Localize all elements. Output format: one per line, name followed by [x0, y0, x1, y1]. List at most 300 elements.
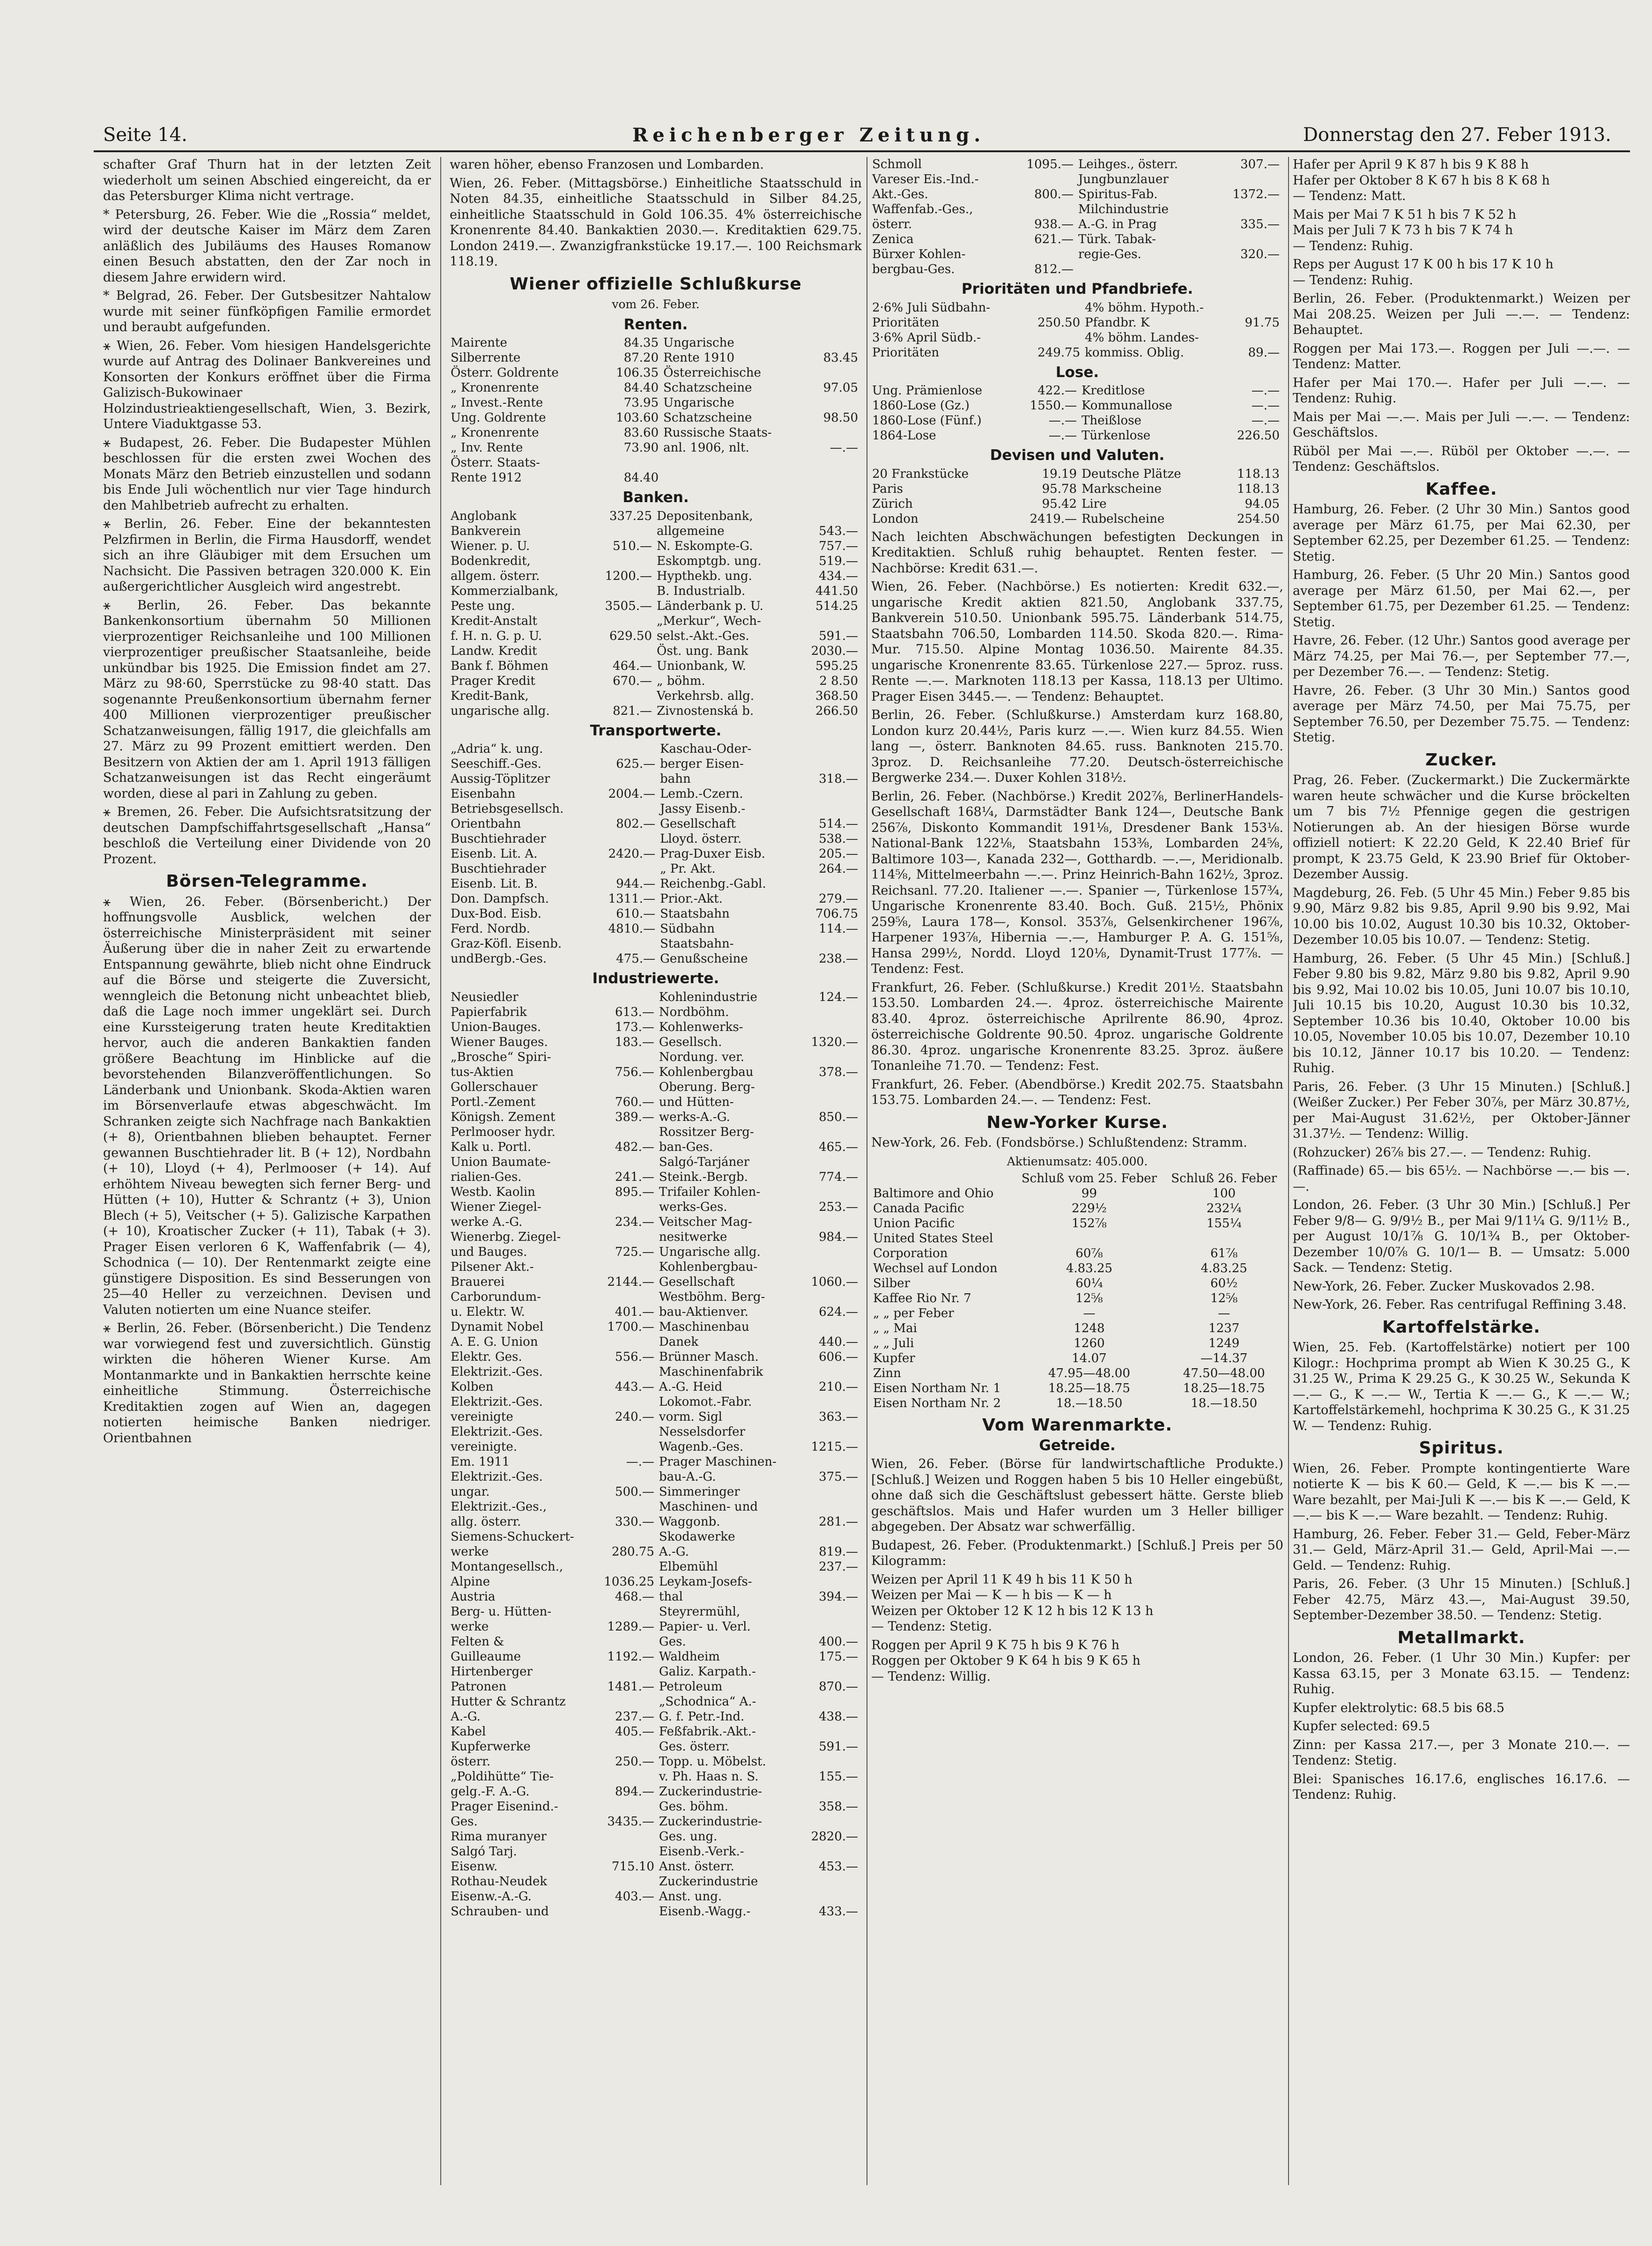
price-value	[1014, 1231, 1164, 1246]
article-paragraph: New-York, 26. Feber. Ras centrifugal Reffining 3.48.	[1293, 1297, 1627, 1312]
price-value: 250.50	[1037, 315, 1081, 330]
table-row	[450, 350, 862, 365]
price-value: 800.—	[1034, 187, 1074, 201]
section-heading: Prioritäten und Pfandbriefe.	[961, 281, 1193, 297]
security-name: Oberung. Berg-	[659, 1080, 755, 1094]
section-heading: Vom Warenmarkte.	[982, 1416, 1172, 1435]
security-name: Silberrente	[451, 351, 521, 365]
table-row	[450, 1724, 862, 1739]
security-name: Eisenb.-Wagg.-	[659, 1904, 751, 1919]
price-value	[790, 1215, 862, 1230]
security-name: Rima muranyer	[451, 1829, 547, 1844]
price-value	[582, 524, 656, 539]
article-paragraph: Havre, 26. Feber. (3 Uhr 30 Min.) Santos good average per März 74.50, per Mai 75.75, per September 76.50, per Dezember 75.75. — Tendenz: Stetig.	[1293, 683, 1630, 745]
security-name: 1860-Lose (Fünf.)	[872, 414, 982, 428]
table-row	[871, 187, 1283, 202]
table-row	[450, 1050, 862, 1065]
security-name: Alpine	[451, 1574, 490, 1589]
security-name: Markscheine	[1082, 482, 1162, 496]
article-paragraph: Wien, 26. Feber. (Börse für landwirtschaftliche Produkte.) [Schluß.] Weizen und Roggen haben 5 bis 10 Heller eingebüßt, ohne daß sich die Geschäftslust gebessert hätte. Gerste blieb geschäftslos. Mais und Hafer wurden um 3 Heller billiger abgegeben. Der Absatz war schwerfällig.	[871, 1457, 1283, 1534]
security-name: Rente 1910	[663, 351, 735, 365]
price-value: 47.95—48.00	[1048, 1366, 1130, 1380]
security-name: „ Kronenrente	[451, 381, 539, 395]
table-row	[871, 1276, 1283, 1291]
price-value: 394.—	[819, 1589, 858, 1604]
price-value: 19.19	[1042, 467, 1077, 481]
security-name: Türkenlose	[1082, 429, 1151, 443]
price-value	[788, 614, 862, 629]
price-value: 1248	[1074, 1321, 1105, 1335]
price-value	[582, 936, 659, 951]
table-row	[450, 1200, 862, 1215]
security-name: Wiener Bauges.	[451, 1035, 548, 1049]
price-value	[790, 1814, 862, 1829]
security-name: Schrauben- und	[451, 1904, 549, 1919]
table-row	[450, 1799, 862, 1814]
table-row	[450, 1005, 862, 1020]
table-row	[450, 1559, 862, 1574]
table-row	[450, 831, 862, 846]
table-row	[450, 440, 862, 455]
security-name: bau-Aktienver.	[659, 1305, 748, 1319]
security-name: Anst. ung.	[659, 1889, 722, 1904]
security-name: „ böhm.	[657, 674, 705, 688]
security-name: Waldheim	[659, 1649, 720, 1664]
security-name: Gesellschaft	[660, 817, 736, 831]
table-row	[450, 1424, 862, 1439]
security-name: Eskomptgb. ung.	[657, 554, 762, 568]
security-name: 1864-Lose	[872, 429, 936, 443]
security-name: Zuckerindustrie	[659, 1874, 758, 1889]
price-value	[791, 876, 862, 891]
security-name: Wienerbg. Ziegel-	[451, 1230, 561, 1244]
security-name: Öst. ung. Bank	[657, 644, 748, 658]
security-name: Eisen Northam Nr. 1	[873, 1381, 1001, 1395]
security-name: Unionbank, W.	[657, 659, 746, 673]
security-name: Zivnostenská b.	[657, 704, 754, 718]
article-paragraph: Rüböl per Mai —.—. Rüböl per Oktober —.—. — Tendenz: Geschäftslos.	[1293, 444, 1630, 474]
table-row	[450, 1754, 862, 1769]
security-name: A.-G.	[659, 1544, 689, 1559]
price-value	[582, 1769, 658, 1784]
security-name: Em. 1911	[451, 1454, 510, 1469]
security-name: vorm. Sigl	[659, 1409, 722, 1424]
security-name: Prior.-Akt.	[660, 892, 723, 906]
price-value	[582, 1739, 658, 1754]
security-name: bergbau-Ges.	[872, 262, 955, 276]
article-paragraph: Kupfer selected: 69.5	[1293, 1719, 1430, 1734]
price-value: 249.75	[1037, 345, 1081, 360]
price-value: 400.—	[819, 1634, 858, 1649]
price-value: 307.—	[1240, 157, 1280, 171]
table-row	[450, 599, 862, 614]
table-row	[450, 584, 862, 599]
table-row	[871, 1366, 1283, 1381]
security-name: Gollerschauer	[451, 1080, 538, 1094]
table-row	[450, 1529, 862, 1544]
price-value: 3435.—	[607, 1814, 654, 1829]
security-name: werke	[451, 1544, 489, 1559]
price-value	[790, 1080, 862, 1095]
price-value: 1215.—	[811, 1439, 858, 1454]
price-value: 894.—	[615, 1784, 654, 1799]
security-name: Ges.	[659, 1634, 686, 1649]
security-name: Prag-Duxer Eisb.	[660, 847, 765, 861]
security-name: 1860-Lose (Gz.)	[872, 399, 970, 413]
security-name: Russische Staats-	[663, 426, 772, 440]
security-name: und Bauges.	[451, 1245, 527, 1259]
article-paragraph: Berlin, 26. Feber. (Nachbörse.) Kredit 202⅞, BerlinerHandels-Gesellschaft 168¼, Darmstädter Bank 124—, Deutsche Bank 256⅞, Diskonto Kommandit 191⅛, Dresdener Bank 153⅛. National-Bank 122⅛, Staatsbahn 153⅜, Lombarden 24⅝, Baltimore 103—, Kanada 232—, Gotthardb. —.—, Meridionalb. 114⅝, Mittelmeerbahn —.—. Prinz Heinrich-Bahn 162½, 3proz. Reichsanl. 77.20. Italiener —.—. Spanier —, Türkenlose 157¾, Ungarische Kronenrente 83.40. Boch. Guß. 215½, Phönix 259⅝, Laura 178—, Konsol. 353⅞, Gelsenkirchener 196⅞, Harpener 193⅞, Hibernia —.—, Hamburger P. A. G. 151⅝, Hansa 299½, Nordd. Lloyd 120⅛, Dynamit-Trust 177⅞. — Tendenz: Fest.	[871, 789, 1283, 976]
section-heading: Lose.	[1055, 363, 1099, 381]
table-row	[871, 1351, 1283, 1366]
security-name: Hirtenberger	[451, 1664, 533, 1679]
table-row	[450, 921, 862, 936]
price-value	[790, 1394, 862, 1409]
price-value	[582, 1529, 658, 1544]
security-name: Topp. u. Möbelst.	[659, 1754, 766, 1769]
table-row	[871, 467, 1283, 482]
price-value: 60⅞	[1075, 1246, 1103, 1260]
table-row	[871, 345, 1283, 360]
price-value: 629.50	[609, 629, 652, 643]
security-name: Elektrizit.-Ges.	[451, 1394, 543, 1409]
security-name: Kolben	[451, 1379, 494, 1394]
table-row	[450, 1769, 862, 1784]
security-name: Rothau-Neudek	[451, 1874, 548, 1889]
price-value: —	[1218, 1306, 1230, 1320]
security-name: Prager Maschinen-	[659, 1454, 777, 1469]
security-name: Lire	[1082, 497, 1107, 511]
price-value: 155¼	[1206, 1216, 1242, 1230]
price-value	[790, 1499, 862, 1514]
table-row	[871, 330, 1283, 345]
price-value: 18.—18.50	[1191, 1396, 1258, 1410]
table-row	[450, 1454, 862, 1469]
article-paragraph: Weizen per April 11 K 49 h bis 11 K 50 h Weizen per Mai — K — h bis — K — h Weizen per Oktober 12 K 12 h bis 12 K 13 h — Tendenz: Stetig.	[871, 1572, 1154, 1634]
price-value: 60¼	[1075, 1276, 1103, 1290]
security-name: Papierfabrik	[451, 1005, 527, 1019]
page-header	[94, 119, 1630, 148]
security-name: Nordung. ver.	[659, 1050, 744, 1064]
security-name: A. E. G. Union	[451, 1334, 538, 1349]
article-paragraph: Wien, 25. Feb. (Kartoffelstärke) notiert per 100 Kilogr.: Hochprima prompt ab Wien K 30.25 G., K 31.25 W., Prima K 29.25 G., K 30.25 W., Sekunda K —.— G., K —.— W., Tertia K —.— G., K —.— W.; Kartoffelstärkemehl, hochprima K 30.25 G., K 31.25 W. — Tendenz: Ruhig.	[1293, 1340, 1630, 1433]
table-row	[450, 1844, 862, 1859]
price-value	[794, 365, 862, 380]
price-value: 821.—	[613, 704, 652, 718]
price-value: 500.—	[615, 1484, 654, 1499]
security-name: „Brosche“ Spiri-	[451, 1050, 551, 1064]
price-value	[582, 1080, 658, 1095]
table-row	[450, 455, 862, 470]
security-name: Papier- u. Verl.	[659, 1619, 751, 1634]
price-value: 1237	[1208, 1321, 1240, 1335]
security-name: B. Industrialb.	[657, 584, 746, 598]
price-value	[794, 395, 862, 410]
article-paragraph: Havre, 26. Feber. (12 Uhr.) Santos good average per März 74.25, per Mai 76.—, per September 77.—, per Dezember 76.—. — Tendenz: Stetig.	[1293, 633, 1630, 679]
price-value: 510.—	[613, 539, 652, 553]
price-value	[790, 1724, 862, 1739]
security-name: Eisenb. Lit. A.	[451, 847, 538, 861]
article-paragraph: London, 26. Feber. (1 Uhr 30 Min.) Kupfer: per Kassa 63.15, per 3 Monate 63.15. — Tendenz: Ruhig.	[1293, 1651, 1630, 1697]
price-value: 433.—	[819, 1904, 858, 1919]
column-1	[103, 157, 431, 2185]
article-paragraph: ⚹ Bremen, 26. Feber. Die Aufsichtsratsitzung der deutschen Dampfschiffahrtsgesellschaft „Hansa“ beschloß die Verteilung einer Dividende von 20 Prozent.	[103, 805, 431, 867]
price-value: 84.35	[623, 336, 659, 350]
price-value	[582, 1664, 658, 1679]
price-value	[790, 1619, 862, 1634]
table-row	[450, 876, 862, 891]
price-value: —.—	[626, 1454, 654, 1469]
price-value: 281.—	[819, 1514, 858, 1529]
price-value: 4.83.25	[1066, 1261, 1113, 1275]
price-value: 106.35	[616, 366, 659, 380]
security-name: Kohlenindustrie	[659, 990, 757, 1004]
price-value: 760.—	[615, 1095, 654, 1109]
price-value	[790, 1260, 862, 1275]
price-value: 1036.25	[604, 1574, 654, 1589]
security-name: allgem. österr.	[451, 569, 540, 583]
security-name: Ges. ung.	[659, 1829, 718, 1844]
quote-table	[450, 990, 862, 1919]
price-value: 61⅞	[1210, 1246, 1238, 1260]
price-value: 12⅝	[1075, 1291, 1103, 1305]
price-value: 241.—	[615, 1170, 654, 1184]
security-name: Waffenfab.-Ges.,	[872, 202, 973, 216]
price-value: 114.—	[819, 922, 858, 936]
price-value: 1192.—	[607, 1649, 654, 1664]
article-paragraph: Berlin, 26. Feber. (Produktenmarkt.) Weizen per Mai 208.25. Weizen per Juli —.—. — Tendenz: Behauptet.	[1293, 291, 1630, 337]
table-row	[450, 674, 862, 689]
price-value: 240.—	[615, 1409, 654, 1424]
price-value	[790, 1844, 862, 1859]
table-row	[450, 861, 862, 876]
price-value: 706.75	[815, 907, 858, 921]
table-row	[450, 846, 862, 861]
security-name: Kredit-Bank,	[451, 689, 529, 703]
table-row	[450, 1874, 862, 1889]
table-row	[450, 1260, 862, 1275]
price-value: 320.—	[1240, 247, 1280, 261]
table-row	[450, 1110, 862, 1125]
price-value: 84.40	[623, 471, 659, 485]
price-value: 103.60	[616, 411, 659, 425]
table-row	[871, 315, 1283, 330]
price-value	[582, 1844, 658, 1859]
table-row	[450, 771, 862, 786]
section-heading: Spiritus.	[1419, 1438, 1504, 1458]
table-row	[450, 1829, 862, 1844]
price-value: 95.78	[1042, 482, 1077, 496]
price-value: 802.—	[616, 817, 656, 831]
price-value: 1311.—	[608, 892, 656, 906]
article-paragraph: Reps per August 17 K 00 h bis 17 K 10 h — Tendenz: Ruhig.	[1293, 257, 1554, 288]
table-row	[871, 217, 1283, 232]
price-value: 725.—	[615, 1245, 654, 1259]
table-row	[871, 172, 1283, 187]
security-name: Carborundum-	[451, 1290, 541, 1304]
security-name: Austria	[451, 1589, 496, 1604]
security-name: Ges. österr.	[659, 1739, 730, 1754]
price-value	[1003, 247, 1077, 262]
article-paragraph: ⚹ Wien, 26. Feber. (Börsenbericht.) Der hoffnungsvolle Ausblick, welchen der österreichische Ministerpräsident mit seiner Äußerung über die in naher Zeit zu erwartende Entspannung gewährte, blieb nicht ohne Eindruck auf die Börse und steigerte die Zuversicht, wenngleich die Betonung nicht unbeachtet blieb, daß die Lage noch immer ungeklärt sei. Durch eine Kurssteigerung traten heute Kreditaktien hervor, auch die anderen Bankaktien fanden größere Beachtung im Hinblicke auf die bevorstehenden Bilanzveröffentlichungen. So Länderbank und Unionbank. Skoda-Aktien waren im Börsenverlaufe etwas abgeschwächt. Im Schranken zeigte sich Nachfrage nach Bankaktien (+ 8), Orientbahnen blieben behauptet. Ferner gewannen Buschtiehrader lit. B (+ 12), Nordbahn (+ 10), Lloyd (+ 4), Perlmooser (+ 14). Auf erhöhtem Niveau bewegten sich ferner Berg- und Hütten (+ 10), Hutter & Schrantz (+ 3), Union Blech (+ 5), Veitscher (+ 5). Galizische Karpathen (+ 10), Kroatischer Zucker (+ 11), Tabak (+ 3). Prager Eisen verloren 6 K, Waffenfabrik (— 4), Schodnica (— 10). Der Rentenmarkt zeigte eine günstigere Disposition. Es sind Besserungen von 25—40 Heller zu verzeichnen. Devisen und Valuten notierten um eine Nuance steifer.	[103, 894, 431, 1317]
table-row	[450, 629, 862, 644]
security-name: Staatsbahn-	[660, 937, 734, 951]
price-value: 625.—	[616, 757, 656, 771]
masthead: Reichenberger Zeitung.	[632, 124, 985, 146]
price-value	[790, 1050, 862, 1065]
security-name: Dux-Bod. Eisb.	[451, 907, 542, 921]
security-name: werke A.-G.	[451, 1215, 523, 1229]
security-name: Kupferwerke	[451, 1739, 531, 1754]
table-row	[450, 1185, 862, 1200]
security-name: Brauerei	[451, 1275, 505, 1289]
security-name: Kreditlose	[1082, 384, 1145, 398]
security-name: Länderbank p. U.	[657, 599, 763, 613]
security-name: Salgó Tarj.	[451, 1844, 517, 1859]
price-value: 443.—	[615, 1379, 654, 1394]
security-name: gelg.-F. A.-G.	[451, 1784, 530, 1799]
security-name: Prager Kredit	[451, 674, 535, 688]
table-row	[450, 1784, 862, 1799]
price-value	[790, 1185, 862, 1200]
security-name: werks-A.-G.	[659, 1110, 730, 1124]
security-name: Mairente	[451, 336, 507, 350]
security-name: Zinn	[873, 1366, 901, 1380]
article-paragraph: * Petersburg, 26. Feber. Wie die „Rossia“ meldet, wird der deutsche Kaiser im März dem Zaren anläßlich des Jubiläums des Hauses Romanow einen Besuch abstatten, den der Zar noch in diesem Jahre erwidern wird.	[103, 207, 431, 285]
article-paragraph: ⚹ Budapest, 26. Feber. Die Budapester Mühlen beschlossen für die ersten zwei Wochen des Monats März den Betrieb einzustellen und sodann bis Ende Juli wöchentlich nur vier Tage hindurch den Mahlbetrieb aufrecht zu erhalten.	[103, 435, 431, 513]
section-subtitle: vom 26. Feber.	[612, 297, 700, 311]
article-paragraph: waren höher, ebenso Franzosen und Lombarden.	[450, 157, 764, 172]
price-value: 401.—	[615, 1305, 654, 1319]
security-name: Perlmooser hydr.	[451, 1125, 556, 1139]
security-name: Pilsener Akt.-	[451, 1260, 534, 1274]
security-name: bahn	[660, 772, 691, 786]
article-paragraph: Budapest, 26. Feber. (Produktenmarkt.) [Schluß.] Preis per 50 Kilogramm:	[871, 1538, 1283, 1568]
security-name: Kohlenbergbau	[659, 1065, 754, 1079]
table-row	[871, 1246, 1283, 1261]
security-name: G. f. Petr.-Ind.	[659, 1709, 745, 1724]
security-name: Jungbunzlauer	[1078, 172, 1169, 186]
price-value	[790, 1484, 862, 1499]
security-name: A.-G. in Prag	[1078, 217, 1157, 231]
section-heading: Transportwerte.	[590, 722, 722, 739]
security-name: Prioritäten	[872, 315, 940, 330]
security-name: Eisenw.-A.-G.	[451, 1889, 532, 1904]
price-value: —.—	[830, 441, 858, 455]
price-value: 613.—	[615, 1005, 654, 1019]
table-row	[450, 1290, 862, 1305]
security-name: Türk. Tabak-	[1078, 232, 1156, 246]
security-name: Ungarische allg.	[659, 1245, 761, 1259]
security-name: Ferd. Nordb.	[451, 922, 530, 936]
price-value	[790, 1754, 862, 1769]
security-name: Buschtiehrader	[451, 862, 546, 876]
price-value: —.—	[1251, 414, 1280, 428]
security-name: Kredit-Anstalt	[451, 614, 538, 628]
table-row	[450, 1694, 862, 1709]
security-name: Siemens-Schuckert-	[451, 1529, 574, 1544]
price-value: 60½	[1210, 1276, 1238, 1290]
table-row	[450, 1230, 862, 1245]
price-value	[582, 801, 659, 816]
price-value: 1060.—	[811, 1275, 858, 1289]
security-name: Kabel	[451, 1724, 486, 1739]
security-name: Aussig-Töplitzer	[451, 772, 550, 786]
security-name: thal	[659, 1589, 683, 1604]
security-name: Montangesellsch.,	[451, 1559, 563, 1574]
price-value	[790, 1574, 862, 1589]
security-name: Bodenkredit,	[451, 554, 531, 568]
price-value	[790, 1005, 862, 1020]
table-row	[871, 1306, 1283, 1321]
table-row	[450, 1319, 862, 1334]
price-value	[790, 1155, 862, 1170]
price-value	[790, 1424, 862, 1439]
price-value	[582, 1829, 658, 1844]
price-value	[582, 1904, 658, 1919]
price-value: 556.—	[615, 1349, 654, 1364]
price-value	[790, 1319, 862, 1334]
price-value: 1320.—	[811, 1035, 858, 1049]
price-value: 1550.—	[1030, 399, 1077, 413]
security-name: Kupfer	[873, 1351, 915, 1365]
price-value: 2004.—	[608, 787, 656, 801]
table-row	[450, 1170, 862, 1185]
price-value	[1216, 330, 1283, 345]
table-row	[450, 1349, 862, 1364]
price-value: 715.10	[611, 1859, 654, 1874]
security-name: Baltimore and Ohio	[873, 1186, 994, 1201]
price-value: 237.—	[819, 1559, 858, 1574]
security-name: Ungarische	[663, 396, 734, 410]
security-name: Gesellsch.	[659, 1035, 722, 1049]
security-name: Eisenb.-Verk.-	[659, 1844, 744, 1859]
column-3	[871, 157, 1283, 2185]
table-row	[871, 428, 1283, 443]
price-value: 99	[1081, 1186, 1097, 1201]
security-name	[1077, 262, 1209, 277]
article-paragraph: Hamburg, 26. Feber. (5 Uhr 20 Min.) Santos good average per März 61.50, per Mai 62.—, per September 61.75, per Dezember 61.25. — Tendenz: Stetig.	[1293, 568, 1630, 630]
price-value: 591.—	[819, 1739, 858, 1754]
price-value: 482.—	[615, 1140, 654, 1154]
security-name: werks-Ges.	[659, 1200, 727, 1214]
table-row	[450, 1305, 862, 1319]
security-name: Lokomot.-Fabr.	[659, 1394, 752, 1409]
article-paragraph: Wien, 26. Feber. Prompte kontingentierte Ware notierte K — bis K 60.— Geld, K —.— bis K —.— Ware bezahlt, per Mai-Juli K —.— bis K —.— Geld, K —.— bis K —.— Ware bezahlt. — Tendenz: Ruhig.	[1293, 1461, 1630, 1523]
security-name: ungarische allg.	[451, 704, 550, 718]
table-row	[871, 157, 1283, 172]
column-header: Schluß vom 25. Feber	[1021, 1171, 1157, 1186]
security-name: Schatzscheine	[663, 411, 752, 425]
security-name: Steink.-Bergb.	[659, 1170, 748, 1184]
price-value: 279.—	[819, 892, 858, 906]
security-name: London	[872, 511, 919, 526]
price-value: 83.45	[823, 351, 858, 365]
security-name: Wagenb.-Ges.	[659, 1439, 744, 1454]
table-row	[871, 497, 1283, 511]
security-name: Portl.-Zement	[451, 1095, 536, 1109]
article-paragraph: New-York, 26. Feb. (Fondsbörse.) Schlußtendenz: Stramm.	[871, 1135, 1247, 1150]
price-value: 1249	[1208, 1336, 1240, 1350]
price-value	[582, 771, 659, 786]
table-row	[450, 1814, 862, 1829]
price-value: —	[1083, 1306, 1096, 1320]
price-value: 774.—	[819, 1170, 858, 1184]
security-name: Kohlenwerks-	[659, 1020, 743, 1034]
table-row	[450, 1499, 862, 1514]
price-value: 475.—	[616, 952, 656, 966]
price-value: 870.—	[819, 1679, 858, 1694]
